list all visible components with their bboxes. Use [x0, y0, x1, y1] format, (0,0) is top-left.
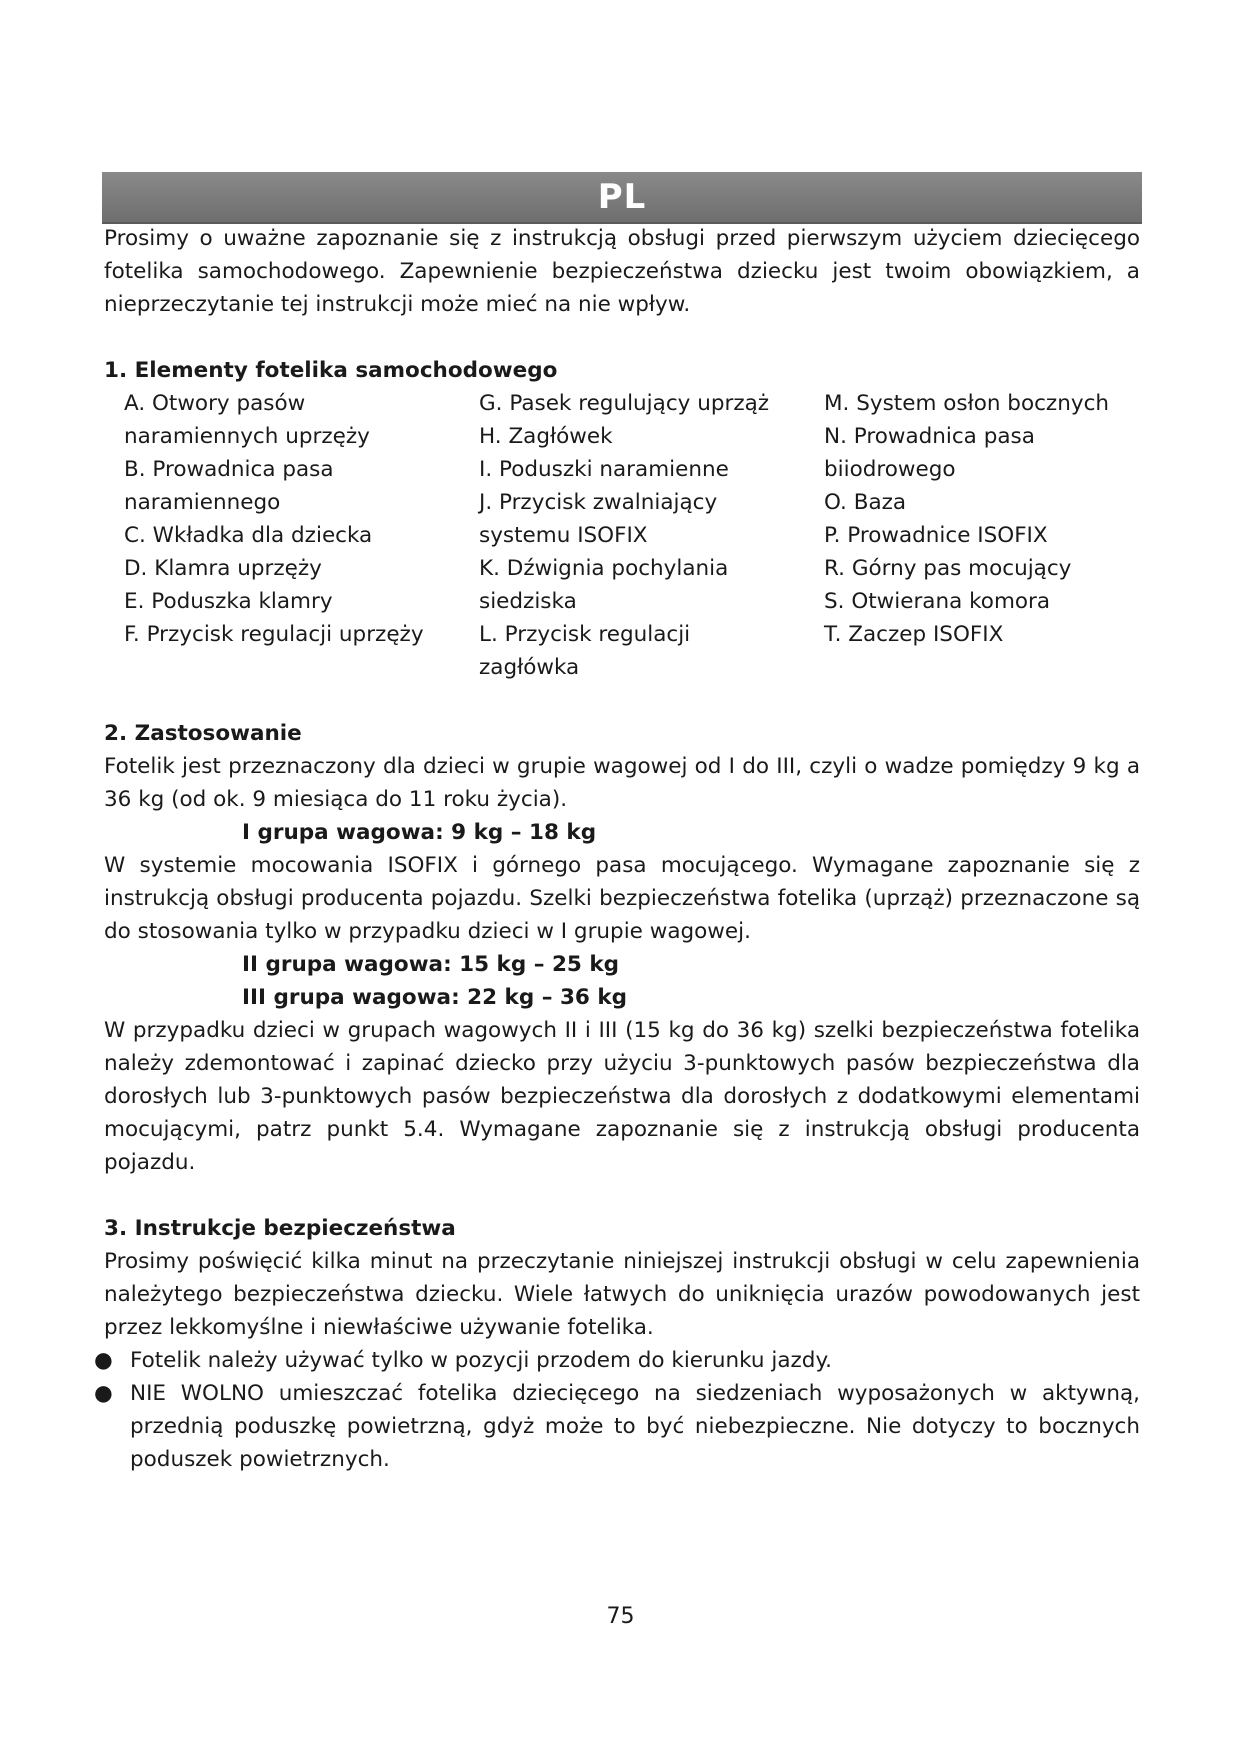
- elements-list: [104, 387, 1140, 684]
- element-item: D. Klamra uprzęży: [124, 556, 322, 581]
- element-item: zagłówka: [479, 655, 580, 680]
- element-item: C. Wkładka dla dziecka: [124, 523, 373, 548]
- element-item: H. Zagłówek: [479, 424, 613, 449]
- element-item: R. Górny pas mocujący: [824, 556, 1072, 581]
- weight-group-1: I grupa wagowa: 9 kg – 18 kg: [242, 820, 597, 845]
- bullet-icon: ●: [94, 1381, 113, 1406]
- bullet-icon: ●: [94, 1348, 113, 1373]
- elements-column-3: [824, 387, 1160, 684]
- language-header-bar: [102, 172, 1142, 224]
- element-item: S. Otwierana komora: [824, 589, 1051, 614]
- spacer: [104, 321, 1140, 354]
- element-item: F. Przycisk regulacji uprzęży: [124, 622, 424, 647]
- element-item: naramiennych uprzęży: [124, 424, 370, 449]
- safety-bullet-list: [94, 1344, 1140, 1476]
- element-item: M. System osłon bocznych: [824, 391, 1110, 416]
- bullet-text: Fotelik należy używać tylko w pozycji przodem do kierunku jazdy.: [130, 1348, 832, 1373]
- safety-bullet-item: [94, 1344, 1140, 1377]
- weight-group-3: III grupa wagowa: 22 kg – 36 kg: [242, 985, 628, 1010]
- spacer: [104, 684, 1140, 717]
- element-item: K. Dźwignia pochylania: [479, 556, 729, 581]
- spacer: [104, 1179, 1140, 1212]
- bullet-text: NIE WOLNO umieszczać fotelika dziecięcego na siedzeniach wyposażonych w aktywną, przednią poduszkę powietrzną, gdyż może to być niebezpieczne. Nie dotyczy to bocznych poduszek powietrznych.: [130, 1381, 1140, 1472]
- element-item: L. Przycisk regulacji: [479, 622, 691, 647]
- element-item: B. Prowadnica pasa: [124, 457, 334, 482]
- element-item: A. Otwory pasów: [124, 391, 306, 416]
- usage-paragraph-1: Fotelik jest przeznaczony dla dzieci w grupie wagowej od I do III, czyli o wadze pomiędzy 9 kg a 36 kg (od ok. 9 miesiąca do 11 roku życia).: [104, 754, 1140, 812]
- element-item: J. Przycisk zwalniający: [479, 490, 718, 515]
- weight-group-2: II grupa wagowa: 15 kg – 25 kg: [242, 952, 620, 977]
- elements-column-1: [124, 387, 479, 684]
- element-item: siedziska: [479, 589, 577, 614]
- element-item: N. Prowadnica pasa: [824, 424, 1035, 449]
- safety-paragraph: Prosimy poświęcić kilka minut na przeczytanie niniejszej instrukcji obsługi w celu zapewnienia należytego bezpieczeństwa dziecku. Wiele łatwych do uniknięcia urazów powodowanych jest przez lekkomyślne i niewłaściwe używanie fotelika.: [104, 1249, 1140, 1340]
- element-item: G. Pasek regulujący uprząż: [479, 391, 770, 416]
- language-label: PL: [597, 177, 647, 217]
- element-item: naramiennego: [124, 490, 281, 515]
- section-1-title: 1. Elementy fotelika samochodowego: [104, 358, 558, 383]
- element-item: P. Prowadnice ISOFIX: [824, 523, 1048, 548]
- element-item: I. Poduszki naramienne: [479, 457, 729, 482]
- section-3-title: 3. Instrukcje bezpieczeństwa: [104, 1216, 456, 1241]
- section-2-title: 2. Zastosowanie: [104, 721, 302, 746]
- element-item: biiodrowego: [824, 457, 956, 482]
- element-item: E. Poduszka klamry: [124, 589, 333, 614]
- usage-paragraph-2: W systemie mocowania ISOFIX i górnego pasa mocującego. Wymagane zapoznanie się z instrukcją obsługi producenta pojazdu. Szelki bezpieczeństwa fotelika (uprząż) przeznaczone są do stosowania tylko w przypadku dzieci w I grupie wagowej.: [104, 853, 1140, 944]
- intro-paragraph: Prosimy o uważne zapoznanie się z instrukcją obsługi przed pierwszym użyciem dziecięcego fotelika samochodowego. Zapewnienie bezpieczeństwa dziecku jest twoim obowiązkiem, a nieprzeczytanie tej instrukcji może mieć na nie wpływ.: [104, 226, 1140, 317]
- page-number: 75: [606, 1604, 635, 1629]
- document-body: [94, 222, 1140, 1476]
- elements-column-2: [479, 387, 824, 684]
- element-item: systemu ISOFIX: [479, 523, 648, 548]
- element-item: O. Baza: [824, 490, 907, 515]
- element-item: T. Zaczep ISOFIX: [824, 622, 1004, 647]
- usage-paragraph-3: W przypadku dzieci w grupach wagowych II i III (15 kg do 36 kg) szelki bezpieczeństwa fotelika należy zdemontować i zapinać dziecko przy użyciu 3-punktowych pasów bezpieczeństwa dla dorosłych lub 3-punktowych pasów bezpieczeństwa dla dorosłych z dodatkowymi elementami mocującymi, patrz punkt 5.4. Wymagane zapoznanie się z instrukcją obsługi producenta pojazdu.: [104, 1018, 1140, 1175]
- safety-bullet-item: [94, 1377, 1140, 1476]
